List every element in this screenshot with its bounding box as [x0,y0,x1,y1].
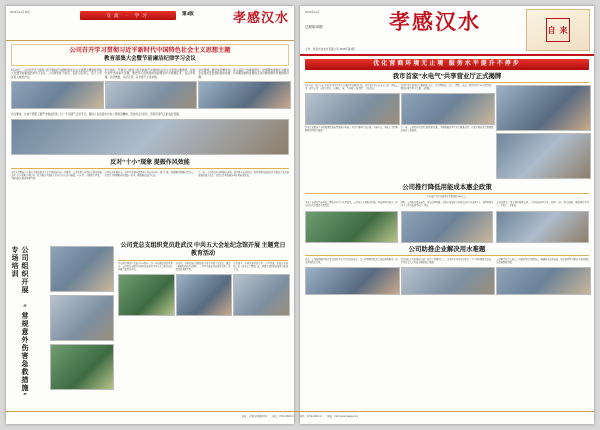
right-divider-1 [305,82,589,83]
right-a2-col-1 [305,202,398,208]
left-ribbon-label: 交流 · 学习 [80,11,176,20]
left-vertical-feature [10,246,48,416]
left-photo-stack [50,246,112,393]
left-s2-text-2: 专项行动开展以来，各单位对照问题清单认真自查自纠，建立台账，明确整改时限和责任人，以钉钉子精神推动问题逐一销号，确保整治取得实效。 [104,172,196,178]
left-issue-label: 第4版 [182,11,194,16]
right-a2-col-2 [401,202,494,208]
left-s2-col-2 [105,172,196,181]
right-divider-3 [305,255,589,256]
left-divider-2 [118,260,288,261]
page-footer: 地址：孝感市XX路XX号 电话：0712-2022××× 传真：0712-2022××× 网址：http://www.hsgsjs.com [6,411,594,422]
left-masthead [6,6,294,41]
left-wide-photo [11,119,289,155]
right-article3-columns [305,259,589,297]
left-date: 2023年11月30日 [10,10,31,14]
left-lead-columns [11,69,289,111]
left-section3 [118,242,288,318]
seal-text: 自 来 [546,18,570,42]
right-a1-text-4: 下一步，公司将持续深化“放管服”改革，不断拓展共享营业厅服务范围，让更多群众享受到便捷高效的公共服务。 [400,126,494,132]
left-photo-3 [198,81,291,109]
right-article1-columns [305,85,589,181]
right-article2-title: 公司推行降低用能成本惠企政策 [402,184,492,191]
right-article2-columns [305,202,589,208]
left-photo-2 [105,81,198,109]
right-a2-col-3 [496,202,589,208]
left-headline-main: 公司召开学习贯彻习近平新时代中国特色社会主义思想主题 [69,47,231,54]
left-section2-title: 反对“十小”现象 提振作风效能 [110,160,190,167]
right-publisher: 主办：孝感市自来水有限公司 2023年第3期 [305,48,355,51]
right-masthead [300,6,594,56]
right-article1-title: 我市首家“水电气”共享营业厅正式揭牌 [392,73,502,80]
left-section2-columns [11,172,289,181]
right-a3-photo-1 [305,267,400,295]
right-a3-col-3 [496,259,589,297]
right-seal [526,9,590,51]
right-logo [360,9,510,35]
left-s2-text-1: 为深入贯彻落实上级关于整治形式主义为基层减负的工作要求，公司党委在全系统范围内开展反对“十小”现象专项行动，着力解决干部职工队伍中存在的小懒散、小应付、小推诿等问题，不断提振干事创业精气神。 [11,172,102,180]
left-s3-text-3: 在党旗下，全体党员举起右拳，庄严宣誓，重温入党誓词，进一步坚定了理想信念，增强了党组织的凝聚力和战斗力。 [233,263,289,271]
left-page [6,6,294,424]
left-s3-columns [118,263,288,318]
right-a3-col-2 [401,259,494,297]
right-a1-photo-1 [305,93,400,125]
right-a1-photo-3 [496,85,591,131]
left-logo [203,8,289,26]
right-strip-photo-3 [496,211,589,243]
left-col-text-3: 会议要求，全体干部职工要严守廉洁纪律，过一个风清气正的节日。要持之以恒落实中央八项规定精神，坚决纠治“四风”，营造风清气正的良好氛围。 [11,112,182,116]
right-divider-2 [305,193,589,194]
right-a3-photo-2 [401,267,496,295]
left-headline-sub: 教育部集大会暨节前廉洁纪律学习会议 [104,56,196,62]
right-date: 2023年11月 [305,10,320,14]
right-a3-photo-3 [496,267,591,295]
left-stack-photo-2 [50,295,114,341]
right-logo-text: 孝感汉水 [389,10,481,34]
right-a1-text-3: 营业厅还配备了自助服务终端和智能导办系统，并设立帮办代办专席，为老年人、残疾人等特殊群体提供贴心服务。 [305,126,398,132]
right-strip-photo-1 [305,211,398,243]
left-s2-col-1 [11,172,102,181]
right-a3-col-1 [305,259,398,297]
right-article3-title: 公司助推企业解决用水难题 [408,245,486,253]
right-a1-col-2 [401,85,494,181]
left-stack-photo-3 [50,344,114,390]
right-a3-text-2: 经过连续多日的昼夜奋战，改造工程顺利完工，企业用水压力恢复正常，生产线全面恢复运转，企业负责人专程送来锦旗表示感谢。 [400,258,494,264]
right-issue-number: 总期第15期 [305,25,323,29]
right-a1-photo-2 [401,93,496,125]
left-s2-text-3: 下一步，公司将持续巩固整治成果，建立健全长效机制，把作风建设成效转化为推动企业改革发展的强大动力，以优良作风保障各项任务落地见效。 [198,172,290,178]
right-article2-lead: 今年累计为企业减免各类费用约300万元。 [426,196,468,198]
left-s3-photo-1 [118,274,175,316]
right-slogan-banner: 优化营商环境无止境 服务水平提升不停步 [305,59,589,70]
right-a3-text-3: 公司相关负责人表示，将继续坚持问题导向，畅通诉求反映渠道，用心用情用力解决企业和群众的急难愁盼问题。 [496,258,590,264]
left-s3-text-1: 为庆祝中国共产党成立102周年，进一步加强党员党性教育，公司党总支组织全体党员赴武汉中共五大会址纪念馆开展主题党日活动。 [118,263,173,271]
left-col-text-2: 会议强调，要坚持问题导向，深入基层一线调查研究，把调研成果转化为推动企业高质量发展的具体举措，切实解决制约发展的突出问题和群众急难愁盼问题。 [198,69,290,79]
left-s3-col-3 [233,263,288,318]
right-a1-text-2: 共享营业厅设置综合服务窗口5个，可办理报装、过户、缴费、查询、发票打印等30余项业务，群众办事不再“多头跑、来回跑”。 [400,85,494,90]
right-a1-text-1: 8月15日，我市首家“水电气”共享营业厅在城区正式揭牌启用。该营业厅由市自来水公司、供电公司、燃气公司三家联合打造，实现水、电、气业务“一窗受理、一站办结”。 [305,85,398,90]
right-a1-photo-4 [496,133,591,179]
left-lead-col-2 [105,69,196,111]
right-strip-photo-2 [401,211,494,243]
right-page [300,6,594,424]
left-col-text-1: 会议指出，开展学习贯彻习近平新时代中国特色社会主义思想主题教育，是党中央作出的重大部署，要把学习贯彻党的创新理论作为首要任务，在以学铸魂、以学增智、以学正风、以学促干上见实效。 [104,69,196,79]
left-section3-title: 公司党总支组织党员赴武汉 中共五大会址纪念馆开展 主题党日教育活动 [120,243,286,257]
right-photo-strip [305,211,589,243]
right-a2-text-3: 公司还建立了重点项目服务专班，主动对接园区企业，提供“一对一”贴心服务，确保项目早开工、早投产、早见效。 [496,201,590,207]
left-divider-1 [11,168,289,169]
left-lead-col-3 [198,69,289,111]
right-a1-col-3 [496,85,589,181]
left-s3-col-2 [176,263,231,318]
left-s3-photo-3 [233,274,290,316]
left-s3-photo-2 [176,274,233,316]
left-s3-col-1 [118,263,173,318]
left-vertical-headline: 公司组织开展 “常规意外伤害急救措施” 专场培训 [11,246,29,401]
left-s2-col-3 [198,172,289,181]
right-a1-col-1 [305,85,398,181]
right-a3-text-1: 近日，公司接到辖区某企业反映用水压力不足的诉求后，第一时间组织技术人员赴现场勘查，制定管网改造方案。 [305,258,398,264]
left-s3-text-2: 活动中，全体党员在讲解员的引导下参观了纪念馆，通过一幅幅珍贵的历史照片、一件件承载记忆的革命文物，重温党的光辉历程。 [175,263,231,271]
left-photo-1 [11,81,104,109]
left-lead-body: 9月27日，公司召开学习贯彻习近平新时代中国特色社会主义思想主题教育部集大会暨节前廉洁纪律学习会议。公司领导班子成员、各部门负责人、各子公司负责人参加会议。 [11,69,102,79]
right-a2-text-1: 为进一步优化营商环境，降低企业生产经营成本，公司出台多项惠企措施，对新建项目供水工程实行红线外费用全免政策。 [305,201,398,207]
left-lead-col-1 [11,69,102,111]
left-logo-text: 孝感汉水 [232,9,289,25]
right-a2-text-2: 同时，公司简化报装流程，压缩办理时限，将用水报装环节由原来的5个压减至3个，办理时间由20个工作日缩短至8个工作日。 [400,201,494,207]
left-headline-box [11,44,289,66]
left-stack-photo-1 [50,246,114,292]
